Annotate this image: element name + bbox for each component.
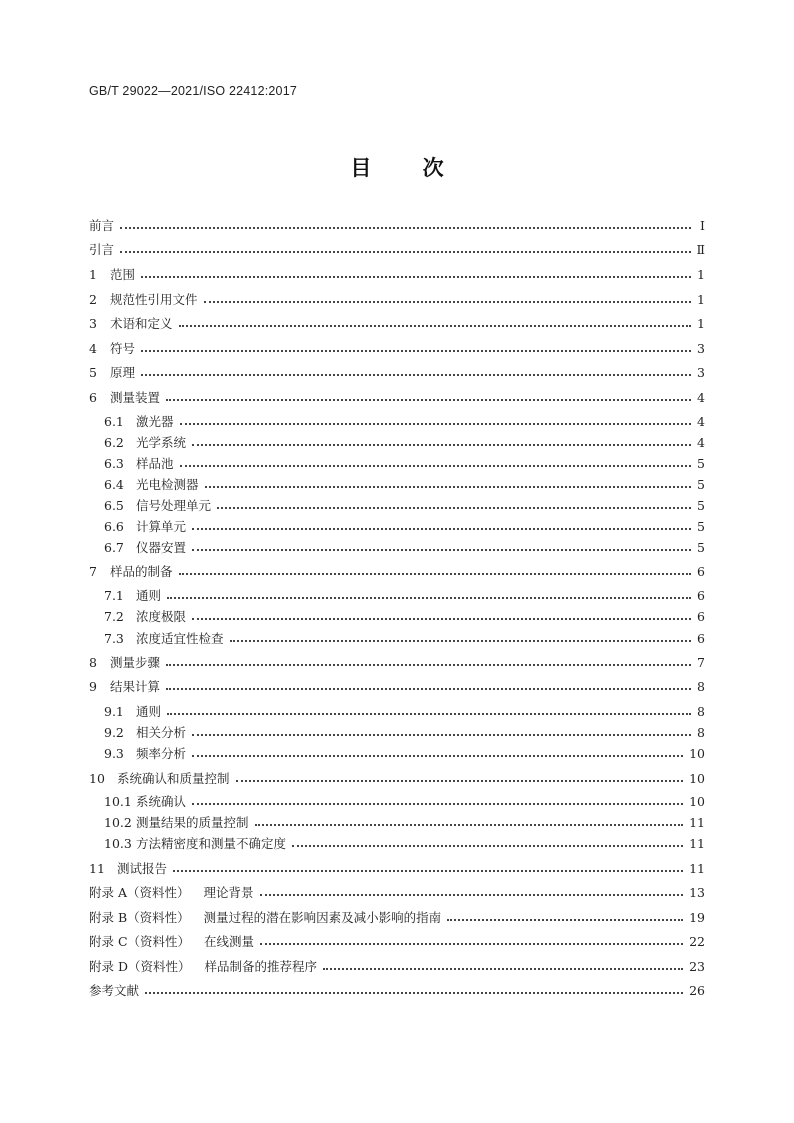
toc-entry-number: 附录 D（资料性） xyxy=(89,959,191,974)
toc-leader-dots xyxy=(141,349,691,352)
toc-leader-dots xyxy=(180,464,691,467)
toc-entry-number: 7.1 xyxy=(104,588,124,603)
toc-entry-label: 符号 xyxy=(110,341,136,356)
toc-entry-page: 6 xyxy=(697,609,705,624)
toc-leader-dots xyxy=(217,506,691,509)
toc-entry-page: Ⅱ xyxy=(696,242,705,257)
toc-entry[interactable] xyxy=(104,433,705,453)
toc-entry-label: 测量结果的质量控制 xyxy=(136,815,249,830)
toc-entry-label: 原理 xyxy=(110,365,136,380)
toc-entry-number: 9.1 xyxy=(104,704,124,719)
toc-entry-label: 激光器 xyxy=(136,414,174,429)
toc-entry[interactable] xyxy=(104,723,705,743)
toc-entry-page: 4 xyxy=(697,414,705,429)
toc-leader-dots xyxy=(260,893,684,896)
toc-entry-label: 测试报告 xyxy=(117,861,168,876)
toc-entry[interactable] xyxy=(104,454,705,474)
toc-entry-label: 样品制备的推荐程序 xyxy=(204,959,318,974)
toc-entry-label: 范围 xyxy=(110,267,136,282)
toc-leader-dots xyxy=(141,275,691,278)
toc-entry-number: 6.7 xyxy=(104,540,124,555)
toc-entry-number: 10.3 xyxy=(104,836,132,851)
toc-entry[interactable] xyxy=(104,412,705,432)
toc-entry-page: 23 xyxy=(689,959,705,974)
toc-entry[interactable] xyxy=(89,653,705,673)
toc-leader-dots xyxy=(236,779,684,782)
toc-entry-page: 3 xyxy=(697,341,705,356)
toc-entry[interactable] xyxy=(104,792,705,812)
toc-entry-number: 6.1 xyxy=(104,414,124,429)
toc-entry-number: 6.6 xyxy=(104,519,124,534)
toc-leader-dots xyxy=(192,617,691,620)
toc-entry[interactable] xyxy=(104,496,705,516)
toc-entry[interactable] xyxy=(104,813,705,833)
toc-entry-page: 1 xyxy=(697,292,705,307)
toc-entry-number: 附录 C（资料性） xyxy=(89,934,191,949)
toc-entry[interactable] xyxy=(89,216,705,236)
toc-entry-page: 10 xyxy=(689,794,705,809)
toc-entry[interactable] xyxy=(89,339,705,359)
toc-entry-label: 测量装置 xyxy=(110,390,161,405)
toc-entry-label: 浓度适宜性检查 xyxy=(136,631,224,646)
toc-entry-number: 7.3 xyxy=(104,631,124,646)
toc-entry-page: 22 xyxy=(689,934,705,949)
toc-leader-dots xyxy=(167,596,691,599)
toc-entry-page: 6 xyxy=(697,588,705,603)
toc-leader-dots xyxy=(260,942,683,945)
toc-entry-page: 7 xyxy=(697,655,705,670)
toc-entry[interactable] xyxy=(89,859,705,879)
toc-entry-page: 6 xyxy=(697,564,705,579)
toc-leader-dots xyxy=(447,918,683,921)
toc-leader-dots xyxy=(192,527,691,530)
toc-entry-number: 9.2 xyxy=(104,725,124,740)
toc-entry-number: 1 xyxy=(89,267,97,282)
toc-entry[interactable] xyxy=(104,744,705,764)
toc-entry-label: 术语和定义 xyxy=(110,316,173,331)
page-title: 目 次 xyxy=(350,156,444,180)
toc-entry-label: 通则 xyxy=(136,588,162,603)
toc-leader-dots xyxy=(180,422,691,425)
toc-entry-page: 10 xyxy=(689,771,705,786)
toc-leader-dots xyxy=(166,398,691,401)
toc-entry-page: 11 xyxy=(689,836,705,851)
toc-entry[interactable] xyxy=(104,702,705,722)
toc-entry-number: 6 xyxy=(89,390,97,405)
toc-entry-label: 引言 xyxy=(89,242,115,257)
toc-leader-dots xyxy=(204,300,691,303)
toc-leader-dots xyxy=(179,324,691,327)
toc-entry-label: 信号处理单元 xyxy=(136,498,212,513)
toc-leader-dots xyxy=(192,733,691,736)
toc-entry-page: 1 xyxy=(697,267,705,282)
toc-entry-page: Ⅰ xyxy=(700,218,705,233)
toc-entry-page: 19 xyxy=(689,910,705,925)
toc-entry-number: 10.2 xyxy=(104,815,132,830)
toc-entry-page: 4 xyxy=(697,435,705,450)
toc-entry-label: 光电检测器 xyxy=(136,477,199,492)
toc-entry[interactable] xyxy=(89,314,705,334)
toc-entry-number: 3 xyxy=(89,316,97,331)
toc-entry-page: 8 xyxy=(697,725,705,740)
toc-entry[interactable] xyxy=(104,607,705,627)
toc-entry-number: 10 xyxy=(89,771,105,786)
toc-entry-label: 光学系统 xyxy=(136,435,187,450)
toc-entry-page: 8 xyxy=(697,679,705,694)
toc-entry-page: 11 xyxy=(689,861,705,876)
toc-entry-page: 4 xyxy=(697,390,705,405)
toc-entry-page: 11 xyxy=(689,815,705,830)
toc-entry-page: 3 xyxy=(697,365,705,380)
toc-entry-page: 5 xyxy=(697,456,705,471)
toc-entry[interactable] xyxy=(89,240,705,260)
toc-entry[interactable] xyxy=(89,363,705,383)
toc-entry-number: 7 xyxy=(89,564,97,579)
toc-entry-number: 4 xyxy=(89,341,97,356)
toc-leader-dots xyxy=(192,754,683,757)
toc-entry-label: 在线测量 xyxy=(204,934,255,949)
toc-entry-number: 2 xyxy=(89,292,97,307)
toc-entry-label: 结果计算 xyxy=(110,679,161,694)
toc-entry-page: 5 xyxy=(697,540,705,555)
toc-leader-dots xyxy=(141,373,691,376)
toc-entry-page: 10 xyxy=(689,746,705,761)
toc-leader-dots xyxy=(192,548,691,551)
toc-entry-page: 5 xyxy=(697,498,705,513)
toc-leader-dots xyxy=(292,844,683,847)
toc-entry-number: 6.2 xyxy=(104,435,124,450)
toc-entry-number: 附录 A（资料性） xyxy=(89,885,190,900)
toc-entry-label: 样品的制备 xyxy=(110,564,173,579)
toc-leader-dots xyxy=(230,639,691,642)
toc-entry-number: 附录 B（资料性） xyxy=(89,910,190,925)
toc-entry[interactable] xyxy=(104,629,705,649)
toc-entry-page: 6 xyxy=(697,631,705,646)
toc-leader-dots xyxy=(179,572,691,575)
toc-entry-number: 6.3 xyxy=(104,456,124,471)
toc-leader-dots xyxy=(173,869,683,872)
toc-entry-label: 系统确认 xyxy=(136,794,187,809)
toc-entry-page: 8 xyxy=(697,704,705,719)
toc-entry[interactable] xyxy=(89,769,705,789)
toc-entry-label: 前言 xyxy=(89,218,115,233)
toc-entry[interactable] xyxy=(89,265,705,285)
toc-entry-label: 测量步骤 xyxy=(110,655,161,670)
toc-entry[interactable] xyxy=(89,562,705,582)
toc-entry-page: 26 xyxy=(689,983,705,998)
toc-entry-number: 6.4 xyxy=(104,477,124,492)
toc-leader-dots xyxy=(205,485,691,488)
toc-entry-number: 9.3 xyxy=(104,746,124,761)
toc-entry-label: 测量过程的潜在影响因素及减小影响的指南 xyxy=(203,910,442,925)
toc-leader-dots xyxy=(167,712,691,715)
toc-entry-label: 参考文献 xyxy=(89,983,140,998)
toc-entry-page: 5 xyxy=(697,477,705,492)
toc-entry[interactable] xyxy=(89,677,705,697)
toc-leader-dots xyxy=(166,687,691,690)
toc-entry[interactable] xyxy=(89,290,705,310)
toc-entry-page: 1 xyxy=(697,316,705,331)
toc-entry-page: 5 xyxy=(697,519,705,534)
toc-entry-number: 5 xyxy=(89,365,97,380)
toc-entry-label: 样品池 xyxy=(136,456,174,471)
toc-entry[interactable] xyxy=(89,932,705,952)
toc-leader-dots xyxy=(323,967,683,970)
toc-entry[interactable] xyxy=(104,517,705,537)
toc-entry[interactable] xyxy=(89,957,705,977)
toc-leader-dots xyxy=(192,443,691,446)
toc-entry[interactable] xyxy=(104,586,705,606)
toc-entry-label: 方法精密度和测量不确定度 xyxy=(136,836,287,851)
toc-leader-dots xyxy=(166,663,691,666)
toc-entry-label: 系统确认和质量控制 xyxy=(117,771,230,786)
toc-entry-page: 13 xyxy=(689,885,705,900)
toc-entry-label: 频率分析 xyxy=(136,746,187,761)
toc-leader-dots xyxy=(255,823,684,826)
toc-entry[interactable] xyxy=(104,834,705,854)
toc-leader-dots xyxy=(120,250,690,253)
toc-entry-label: 浓度极限 xyxy=(136,609,187,624)
toc-leader-dots xyxy=(120,226,691,229)
toc-entry-number: 11 xyxy=(89,861,105,876)
toc-leader-dots xyxy=(192,802,683,805)
toc-entry-label: 通则 xyxy=(136,704,162,719)
toc-entry-number: 9 xyxy=(89,679,97,694)
toc-entry-label: 规范性引用文件 xyxy=(110,292,198,307)
toc-entry-label: 计算单元 xyxy=(136,519,187,534)
toc-entry-number: 7.2 xyxy=(104,609,124,624)
toc-entry[interactable] xyxy=(89,908,705,928)
toc-entry-label: 相关分析 xyxy=(136,725,187,740)
toc-entry-number: 6.5 xyxy=(104,498,124,513)
toc-entry[interactable] xyxy=(89,981,705,1001)
toc-entry[interactable] xyxy=(89,388,705,408)
toc-entry-number: 8 xyxy=(89,655,97,670)
toc-entry[interactable] xyxy=(104,475,705,495)
toc-leader-dots xyxy=(145,991,683,994)
toc-entry[interactable] xyxy=(89,883,705,903)
standard-code-header: GB/T 29022—2021/ISO 22412:2017 xyxy=(89,84,298,98)
toc-entry-label: 理论背景 xyxy=(203,885,254,900)
toc-entry-number: 10.1 xyxy=(104,794,132,809)
toc-entry-label: 仪器安置 xyxy=(136,540,187,555)
toc-entry[interactable] xyxy=(104,538,705,558)
